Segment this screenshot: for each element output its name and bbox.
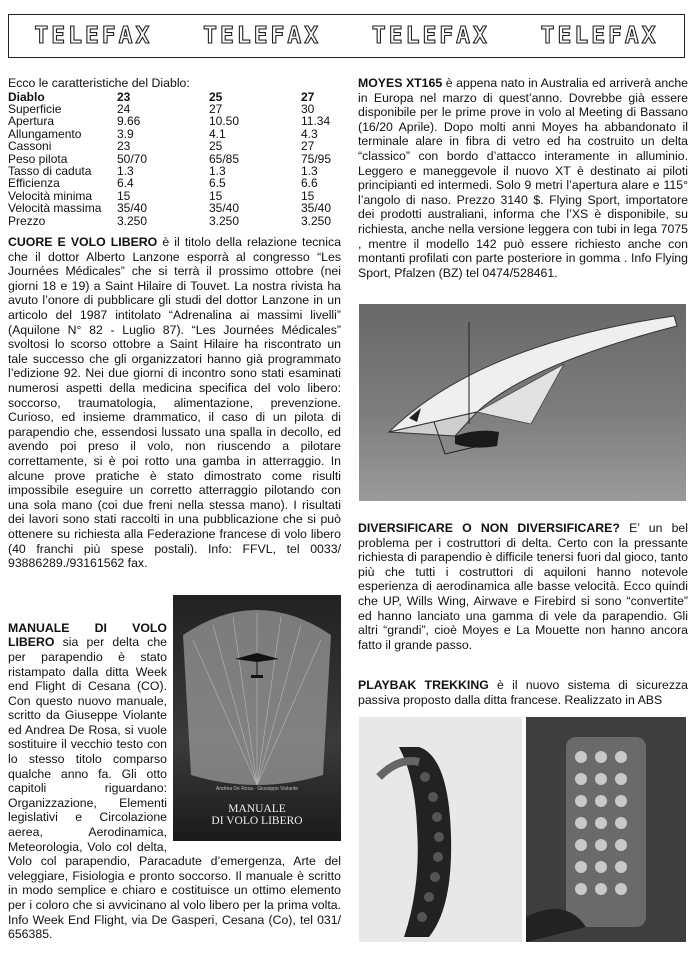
spec-cell: 35/40 [301, 201, 332, 216]
spec-cell: 3.9 [117, 126, 134, 141]
banner-word: TELEFAX [371, 23, 490, 49]
spec-cell: 3.250 [117, 213, 148, 228]
manuale-body: sia per delta che per parapendio è stato ristampato dalla ditta Week end Flight di Cesana (CO). Con questo nuovo manuale, scritto da Giuseppe Violante ed Andrea De Rosa, si vuole sostituire il vecchio testo con lo stesso titolo comparso qualche anno fa. Gli otto capitoli riguardano: Organizzazione, Elementi legislativi e Circolazione aerea, Aerodinamica, Meteorologia, Volo col delta, Volo col parapendio, Paracadute d’emergenza, Arte del veleggiare, Fisiologia e pronto soccorso. Il manuale è scritto in modo semplice e chiaro e costituisce un ottimo elemento per i coloro che si avvicinano al volo libero per la prima volta. Info Week End Flight, via De Gasperi, Cesana (Co), tel 031/ 656385. [8, 635, 341, 942]
spec-cell: 27 [301, 139, 315, 154]
spec-cell: 3.250 [209, 213, 240, 228]
left-column [8, 76, 341, 942]
manual-cover-image [173, 595, 341, 841]
telefax-banner [8, 14, 685, 58]
spec-cell: Superficie [8, 102, 62, 116]
spec-cell: Prezzo [8, 213, 46, 228]
playbak-body: è il nuovo sistema di sicurezza passiva proposto dalla ditta francese. Realizzato in ABS [358, 678, 688, 707]
spec-row [8, 177, 331, 189]
spec-cell: Peso pilota [8, 151, 68, 166]
spec-row [8, 215, 331, 227]
spec-row [8, 103, 331, 115]
spec-cell: 9.66 [117, 114, 141, 129]
spec-cell: 65/85 [209, 151, 240, 166]
spec-cell: 11.34 [301, 114, 331, 129]
spec-cell: 75/95 [301, 151, 332, 166]
spec-cell: 6.4 [117, 176, 134, 191]
spec-cell: Apertura [8, 114, 55, 129]
playbak-photos [359, 717, 686, 942]
specs-intro: Ecco le caratteristiche del Diablo: [8, 76, 190, 90]
cover-title-line: DI VOLO LIBERO [211, 814, 303, 827]
cuore-body: è il titolo della relazione tecnica che il dottor Alberto Lanzone esporrà al congresso “Les Journées Médicales” che si terrà il prossimo ottobre (nei giorni 18 e 19) a Saint Hilaire di Touvet. La nostra rivista ha avuto l’onore di pubblicare gli studi del dottor Lanzone in un articolo del 1987 intitolato “Adrenalina ai massimi livelli” (Aquilone N° 82 - Luglio 87). “Les Journées Médicales” svoltosi lo scorso ottobre a Saint Hilaire ha riscontrato un tale successo che gli organizzatori hanno già programmato l’edizione 92. Nei due giorni di incontro sono stati esaminati numerosi aspetti della medicina specifica del volo libero: soccorso, traumatologia, alimentazione, prevenzione. Curioso, ed insieme drammatico, il caso di un pilota di parapendio che, essendosi lussato una spalla in decollo, ed avendo poi preso il volo, non riuscendo a pilotare correttamente, si è poi rotto una gamba in atterraggio. In alcune prove pratiche è stato dimostrato come risulti impossibile eseguire un corretto atterraggio pilotando con una sola mano (coi due freni nella stessa mano). I risultati dei lavori sono stati raccolti in una pubblicazione che si può ottenere su richiesta alla Federazione francese di volo libero (40 franchi più spese postali). Info: FFVL, tel 0033/ 93886289./93161562 fax. [8, 235, 341, 571]
hang-glider-illustration [359, 304, 686, 501]
playbak-photo-left [359, 717, 522, 942]
banner-word: TELEFAX [203, 23, 322, 49]
back-protector-illustration [359, 717, 522, 942]
spec-header-cell: 27 [301, 89, 315, 104]
spec-row [8, 140, 331, 152]
banner-word: TELEFAX [540, 23, 659, 49]
spec-cell: 23 [117, 139, 131, 154]
right-column-lower [358, 521, 688, 708]
moyes-heading: MOYES XT165 [358, 76, 443, 90]
playbak-photo-right [526, 717, 686, 942]
diversificare-article [358, 521, 688, 652]
spec-row [8, 128, 331, 140]
cover-title-line: MANUALE [228, 802, 286, 815]
cuore-article [8, 235, 341, 571]
spec-cell: Efficienza [8, 176, 60, 191]
spec-cell: 35/40 [209, 201, 240, 216]
spec-cell: Cassoni [8, 139, 52, 154]
moyes-body: è appena nato in Australia ed arriverà anche in Europa nel marzo di quest’anno. Dovrebbe già essere disponibile per le prime prove in volo al Meeting di Bassano (16/20 Aprile). Dopo molti anni Moyes ha abbandonato il terminale alare in fibra di vetro ed ha costruito un delta “classico” con bordo d’attacco interamente in alluminio. Leggero e maneggevole il nuovo XT è destinato ai piloti principianti ed intermedi. Solo 9 metri l’apertura alare e 115° l’angolo di naso. Prezzo 3140 $. Flying Sport, importatore dei prodotti australiani, informa che l’XS è disponibile, su richiesta, anche nella versione leggera con tubi in lega 7075 , mentre il modello 142 può essere richiesto anche con montanti profilati con parte posteriore in gomma . Info Flying Sport, Pfalzen (BZ) tel 0474/528461. [358, 76, 688, 280]
spec-cell: 1.3 [117, 164, 134, 179]
spec-cell: 6.6 [301, 176, 318, 191]
manuale-heading: MANUALE DI VOLO LIBERO [8, 620, 167, 650]
diversificare-body: E’ un bel problema per i costruttori di delta. Certo con la pressante richiesta di parapendio è difficile tenersi fuori dal gioco, tanto più che tutti i costruttori di aquiloni hanno notevole esperienza di aerodinamica alle basse velocità. Ecco quindi che UP, Wills Wing, Airwave e Firebird si sono “convertite” ed hanno lanciato una gamma di vele da parapendio. Gli altri “grandi”, cioè Moyes e La Mouette non hanno ancora fatto il grande passo. [358, 521, 688, 652]
cover-title [173, 803, 341, 827]
spec-cell: 30 [301, 102, 315, 116]
spec-cell: 35/40 [117, 201, 148, 216]
spec-cell: 6.5 [209, 176, 226, 191]
back-protector-worn-illustration [526, 717, 686, 942]
spec-row [8, 115, 331, 127]
spec-cell: Velocità massima [8, 201, 102, 216]
spec-row [8, 202, 331, 214]
spec-cell: 4.3 [301, 126, 318, 141]
spec-cell: 1.3 [301, 164, 318, 179]
playbak-article [358, 678, 688, 707]
spec-cell: Tasso di caduta [8, 164, 92, 179]
spec-cell: 24 [117, 102, 131, 116]
spec-header-cell: 23 [117, 89, 131, 104]
spec-cell: 3.250 [301, 213, 332, 228]
spec-header-cell: 25 [209, 89, 223, 104]
spec-cell: Velocità minima [8, 188, 93, 203]
spec-cell: 1.3 [209, 164, 226, 179]
diablo-spec-table [8, 91, 331, 227]
spec-cell: 10.50 [209, 114, 240, 129]
moyes-article [358, 76, 688, 280]
cuore-heading: CUORE E VOLO LIBERO [8, 235, 158, 250]
spec-header-cell: Diablo [8, 89, 45, 104]
spec-cell: 25 [209, 139, 223, 154]
diversificare-heading: DIVERSIFICARE O NON DIVERSIFICARE? [358, 521, 620, 535]
spec-cell: 4.1 [209, 126, 226, 141]
hang-glider-photo [359, 304, 686, 501]
spec-cell: 15 [117, 188, 131, 203]
playbak-heading: PLAYBAK TREKKING [358, 678, 489, 693]
spec-cell: 15 [209, 188, 223, 203]
spec-cell: 27 [209, 102, 223, 116]
spec-cell: 50/70 [117, 151, 148, 166]
cover-authors: Andrea De Rosa · Giuseppe Violante [215, 786, 299, 793]
banner-word: TELEFAX [34, 23, 153, 49]
spec-cell: 15 [301, 188, 315, 203]
right-column [358, 76, 688, 280]
spec-cell: Allungamento [8, 126, 82, 141]
